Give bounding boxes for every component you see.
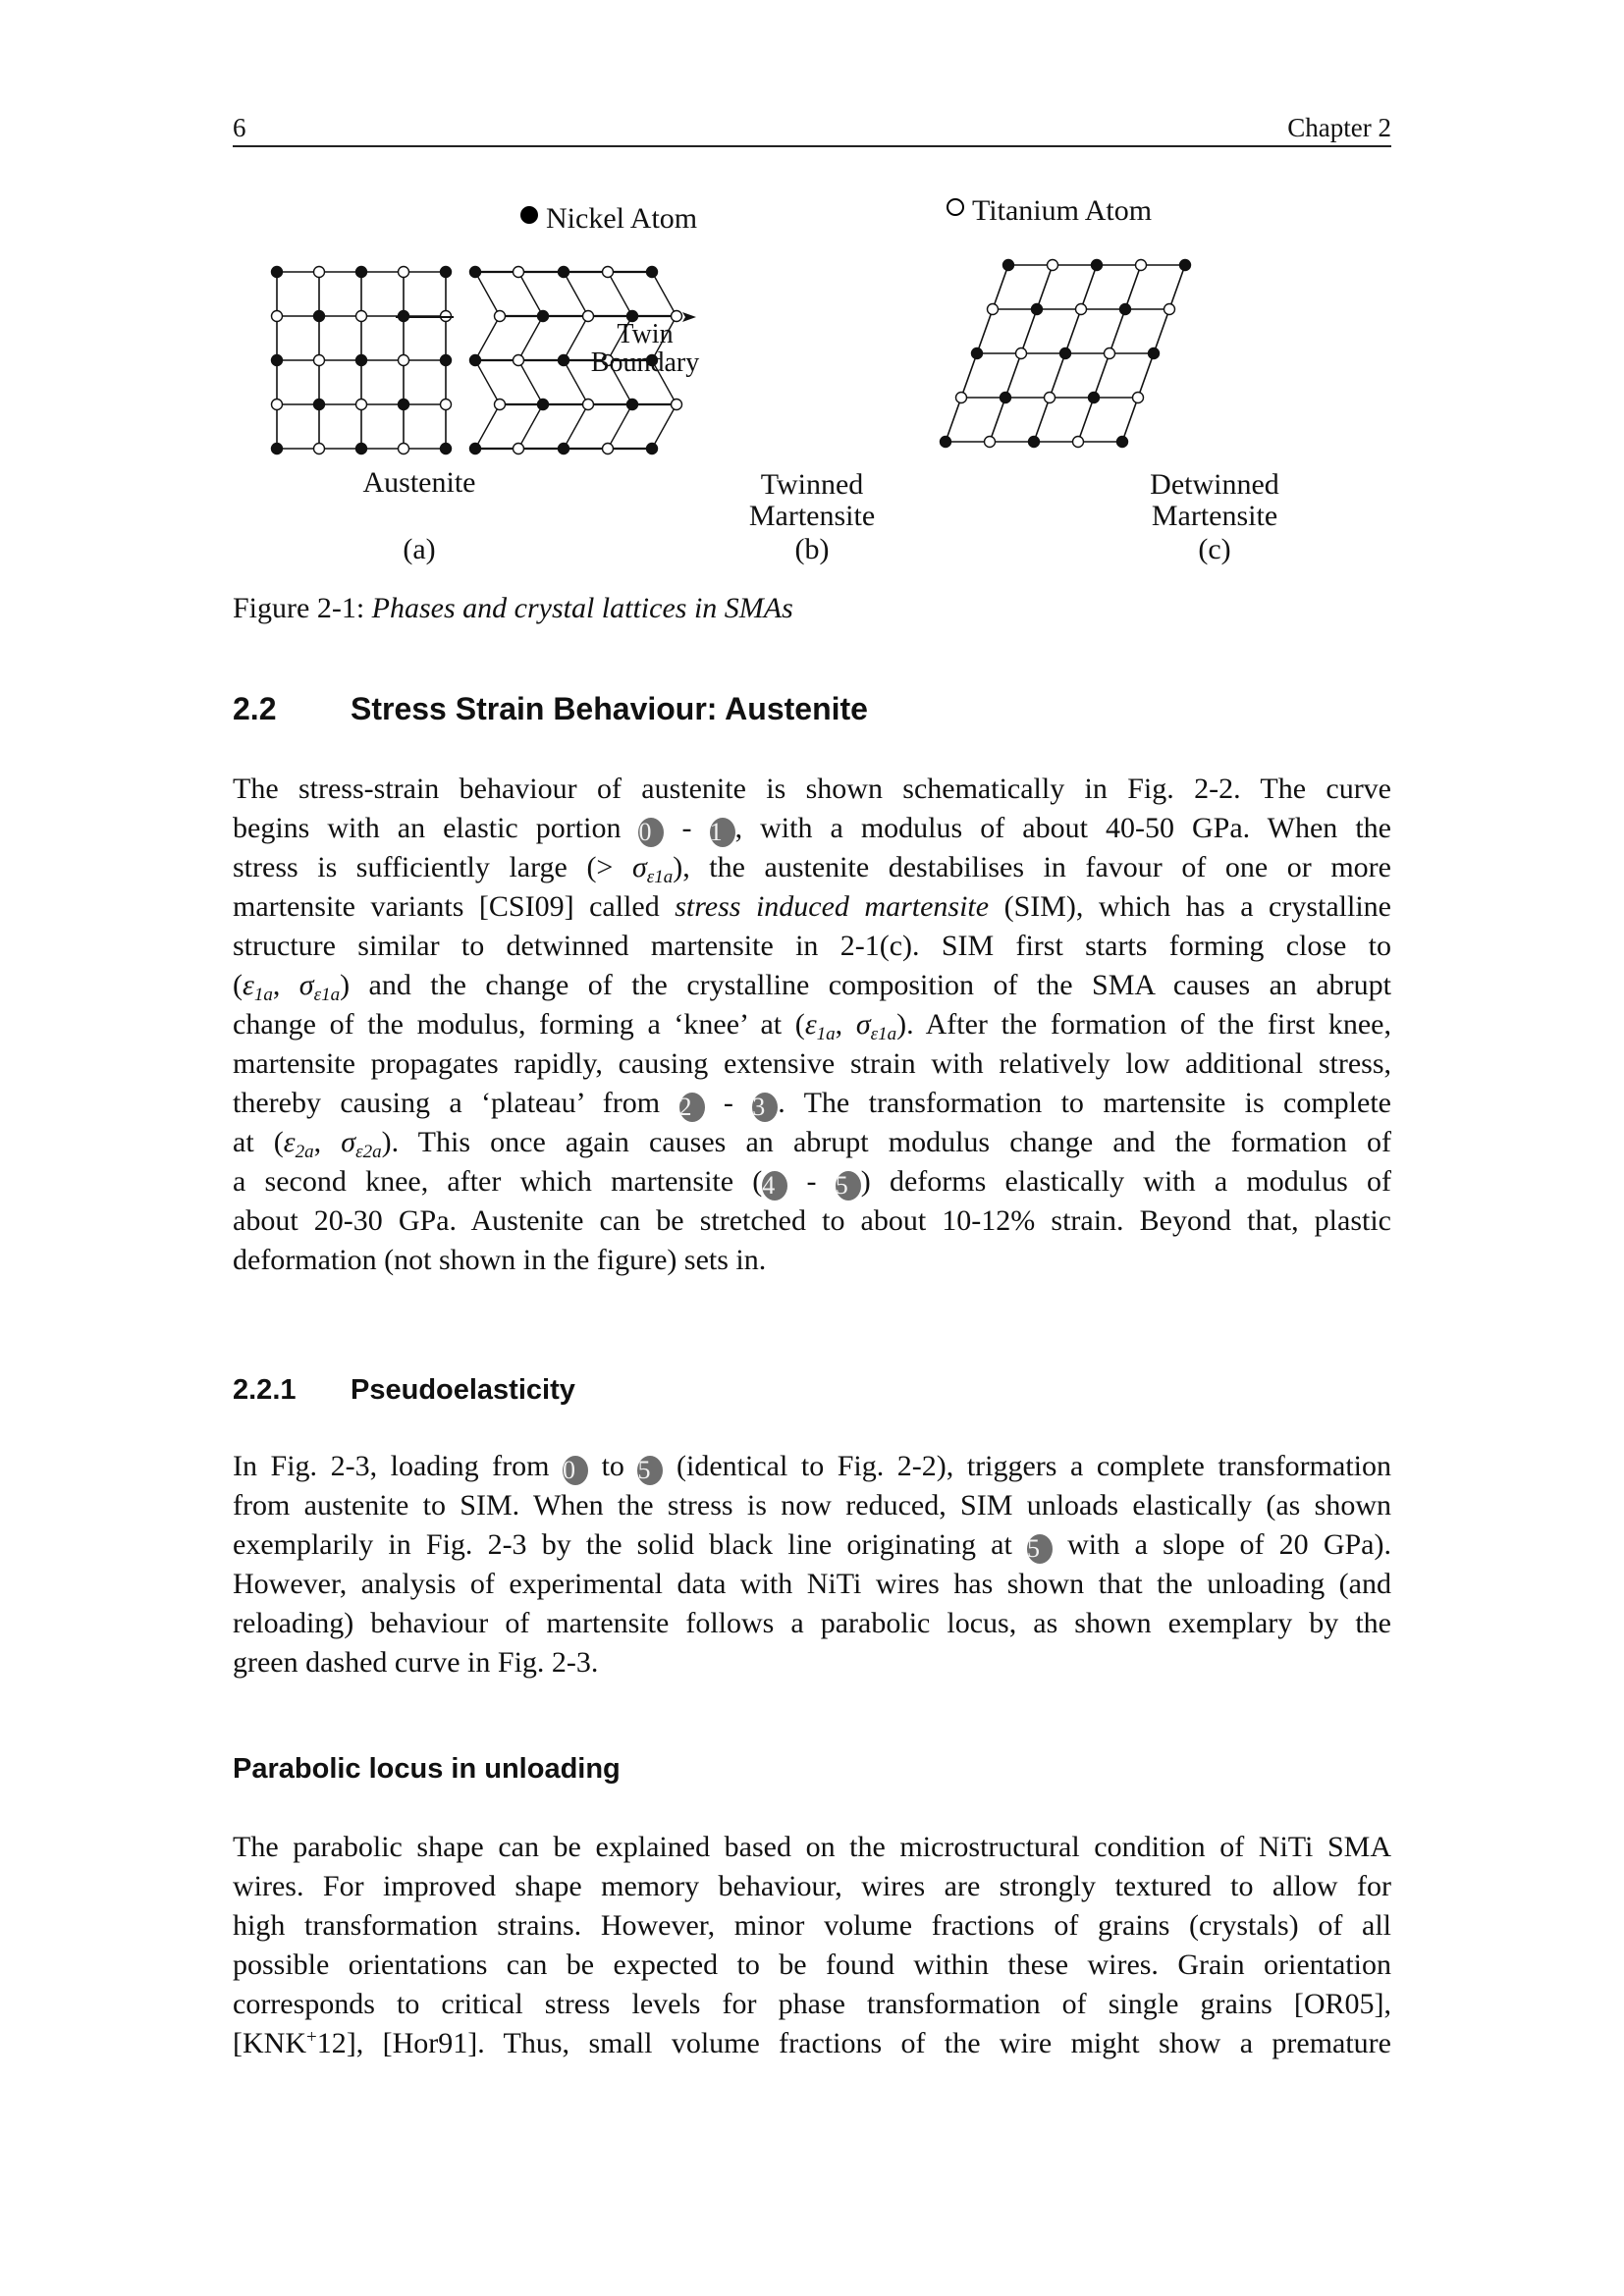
subsection-title: Pseudoelasticity — [351, 1374, 575, 1406]
section-title: Stress Strain Behaviour: Austenite — [351, 691, 868, 726]
subsection-heading-2-2-1 — [233, 1372, 575, 1408]
math-symbol: $\sigma_{\varepsilon 2a}$ — [341, 1126, 382, 1162]
panel-c-name-line1: Detwinned — [1150, 468, 1279, 501]
section-heading-2-2 — [233, 689, 868, 728]
legend-nickel-label: Nickel Atom — [546, 202, 698, 235]
emphasis-text: stress induced martensite — [675, 890, 990, 923]
text-line: change of the modulus, forming a ‘knee’ at ($\varepsilon_{1a}$, $\sigma_{\varepsilon 1a}$). After the formation of the first knee, — [233, 1008, 1391, 1044]
chapter-label: Chapter 2 — [1287, 113, 1391, 142]
figure-caption — [233, 591, 793, 626]
math-symbol: $\varepsilon_{1a}$ — [804, 1008, 836, 1044]
paragraph-parabolic-locus — [233, 1828, 1391, 2063]
text-line: deformation (not shown in the figure) sets in. — [233, 1244, 767, 1276]
twin-boundary-label — [586, 320, 704, 377]
step-number-badge: 5 — [637, 1456, 663, 1485]
text-line: green dashed curve in Fig. 2-3. — [233, 1646, 599, 1679]
text-line: martensite propagates rapidly, causing extensive strain with relatively low additional stress, — [233, 1047, 1391, 1080]
text-line: ($\varepsilon_{1a}$, $\sigma_{\varepsilon 1a}$) and the change of the crystalline composition of the SMA causes an abrupt — [233, 969, 1391, 1005]
caption-text: Phases and crystal lattices in SMAs — [371, 592, 793, 624]
step-number-badge: 3 — [752, 1093, 778, 1122]
text-line: thereby causing a ‘plateau’ from 2 - 3 . The transformation to martensite is complete — [233, 1087, 1391, 1121]
running-header — [233, 110, 1391, 147]
panel-a-tag: (a) — [403, 533, 436, 565]
caption-label: Figure 2-1: — [233, 592, 365, 624]
text-line: corresponds to critical stress levels for phase transformation of single grains [OR05], — [233, 1988, 1391, 2020]
text-line: In Fig. 2-3, loading from 0 to 5 (identical to Fig. 2-2), triggers a complete transformation — [233, 1450, 1391, 1484]
step-number-badge: 1 — [710, 818, 735, 847]
math-symbol: $\sigma_{\varepsilon 1a}$ — [298, 969, 341, 1005]
step-number-badge: 4 — [762, 1171, 787, 1201]
step-number-badge: 0 — [638, 818, 664, 847]
paragraph-heading-parabolic-locus: Parabolic locus in unloading — [233, 1753, 621, 1785]
text-line: from austenite to SIM. When the stress is now reduced, SIM unloads elastically (as shown — [233, 1489, 1391, 1522]
paragraph-austenite — [233, 770, 1391, 1280]
math-symbol: $\varepsilon_{2a}$ — [283, 1126, 314, 1162]
text-line: martensite variants [CSI09] called stress induced martensite (SIM), which has a crystalline — [233, 890, 1391, 923]
text-line: high transformation strains. However, minor volume fractions of grains (crystals) of all — [233, 1909, 1391, 1942]
twin-label-line2: Boundary — [590, 347, 700, 378]
page-number: 6 — [233, 113, 246, 142]
panel-c-name-line2: Martensite — [1151, 500, 1278, 532]
section-number: 2.2 — [233, 691, 277, 726]
step-number-badge: 5 — [1027, 1534, 1053, 1564]
text-line: begins with an elastic portion 0 - 1 , with a modulus of about 40-50 GPa. When the — [233, 812, 1391, 846]
step-number-badge: 5 — [836, 1171, 861, 1201]
text-line: stress is sufficiently large (> $\sigma_{\varepsilon 1a}$), the austenite destabilises in favour of one or more — [233, 851, 1391, 887]
text-line: However, analysis of experimental data with NiTi wires has shown that the unloading (and — [233, 1568, 1391, 1600]
text-line: wires. For improved shape memory behaviour, wires are strongly textured to allow for — [233, 1870, 1391, 1902]
panel-b-name — [694, 469, 930, 532]
text-line: [KNK+12], [Hor91]. Thus, small volume fractions of the wire might show a premature — [233, 2027, 1391, 2059]
panel-b-name-line1: Twinned — [760, 468, 864, 501]
text-line: The parabolic shape can be explained based on the microstructural condition of NiTi SMA — [233, 1831, 1391, 1863]
text-line: reloading) behaviour of martensite follows a parabolic locus, as shown exemplary by the — [233, 1607, 1391, 1639]
math-symbol: $\sigma_{\varepsilon 1a}$ — [855, 1008, 897, 1044]
panel-c-name — [1097, 469, 1332, 532]
text-line: about 20-30 GPa. Austenite can be stretched to about 10-12% strain. Beyond that, plastic — [233, 1204, 1391, 1237]
text-line: structure similar to detwinned martensite in 2-1(c). SIM first starts forming close to — [233, 930, 1391, 962]
panel-a-name: Austenite — [362, 466, 476, 499]
text-line: possible orientations can be expected to be found within these wires. Grain orientation — [233, 1949, 1391, 1981]
text-line: a second knee, after which martensite (4 - 5 ) deforms elastically with a modulus of — [233, 1165, 1391, 1200]
legend-titanium-label: Titanium Atom — [972, 194, 1153, 227]
text-line: at ($\varepsilon_{2a}$, $\sigma_{\varepsilon 2a}$). This once again causes an abrupt modulus change and the formation of — [233, 1126, 1392, 1162]
text-line: The stress-strain behaviour of austenite is shown schematically in Fig. 2-2. The curve — [233, 773, 1391, 805]
math-symbol: $\varepsilon_{1a}$ — [243, 969, 273, 1005]
figure-2-1 — [233, 187, 1391, 579]
text-line: exemplarily in Fig. 2-3 by the solid black line originating at 5 with a slope of 20 GPa). — [233, 1528, 1391, 1563]
subsection-number: 2.2.1 — [233, 1374, 297, 1406]
math-symbol: $\sigma_{\varepsilon 1a}$ — [631, 851, 674, 887]
panel-b-tag: (b) — [794, 533, 830, 565]
step-number-badge: 0 — [563, 1456, 588, 1485]
panel-c-tag: (c) — [1198, 533, 1231, 565]
paragraph-pseudoelasticity — [233, 1447, 1391, 1682]
panel-b-name-line2: Martensite — [748, 500, 876, 532]
step-number-badge: 2 — [679, 1093, 705, 1122]
twin-label-line1: Twin — [617, 319, 674, 349]
superscript: + — [306, 2027, 317, 2048]
